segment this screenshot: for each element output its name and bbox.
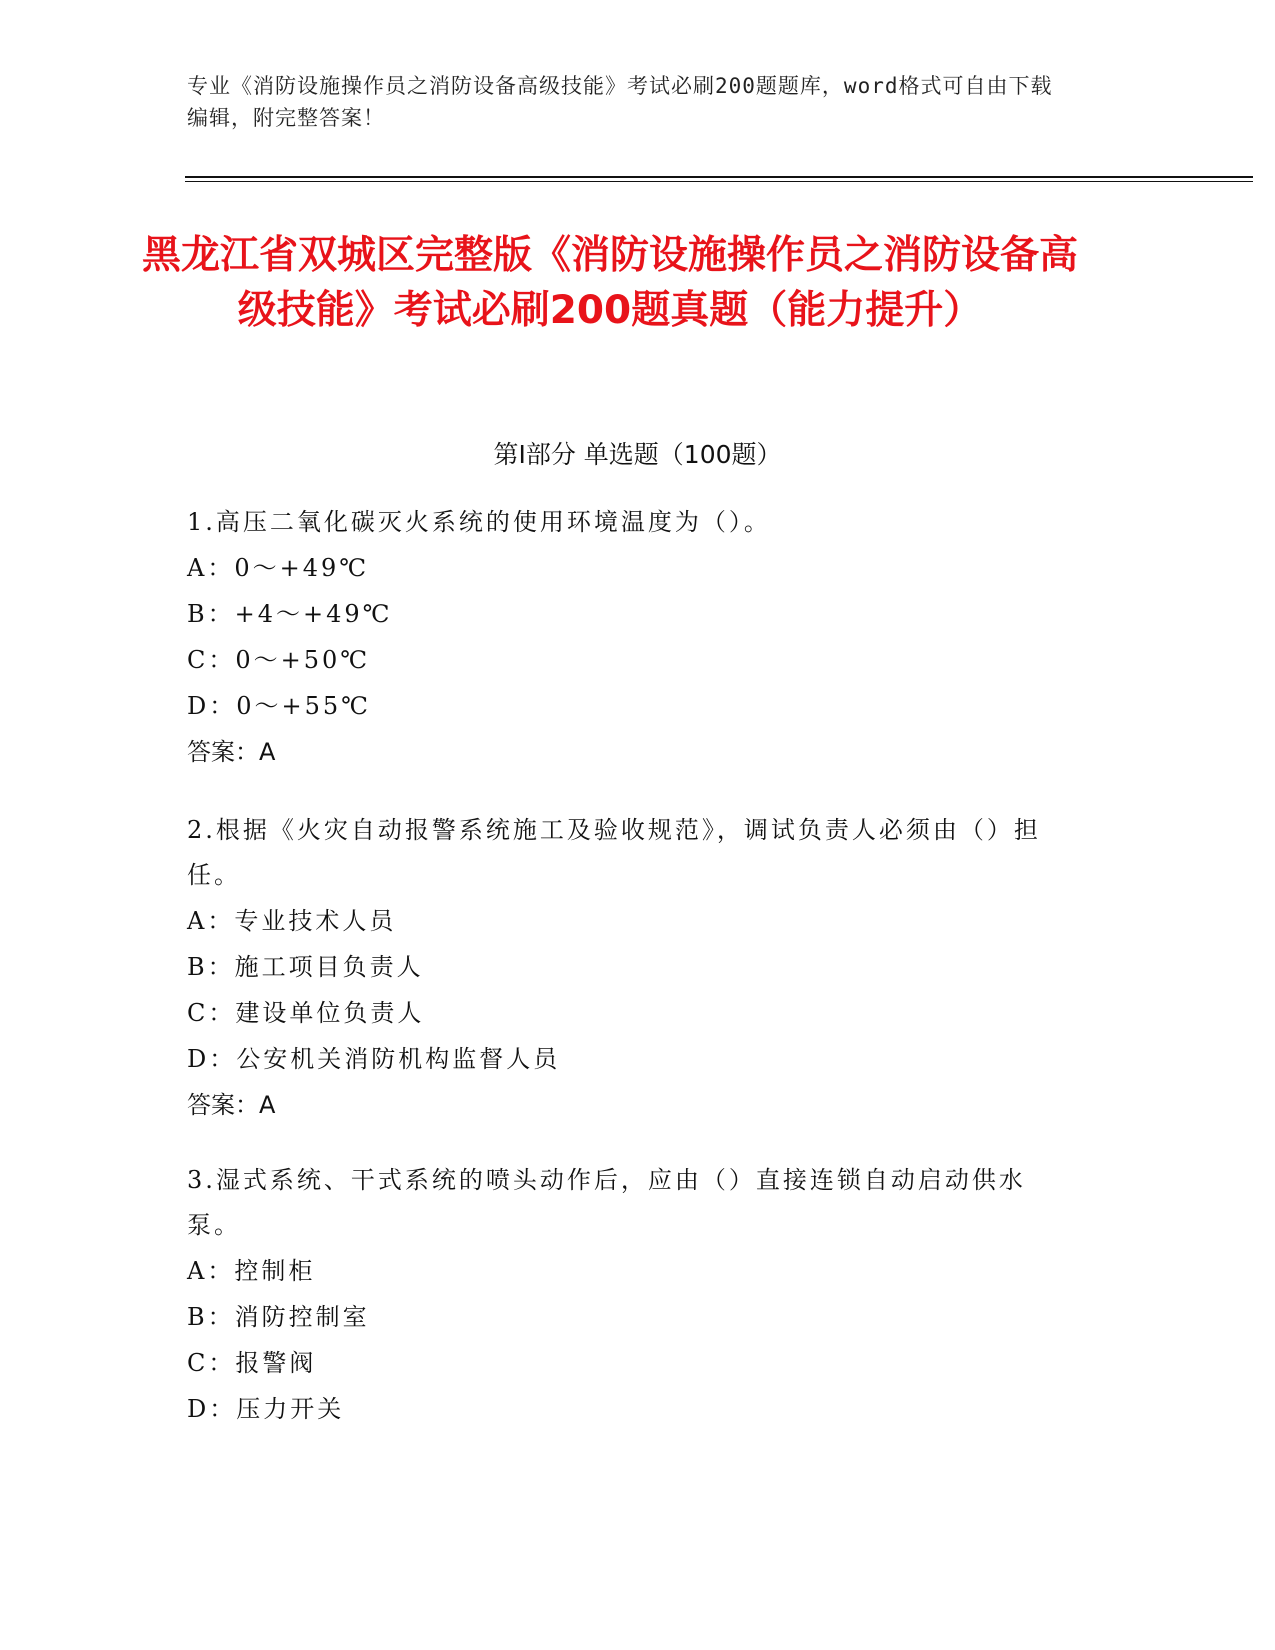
option-c: C：建设单位负责人 <box>187 999 425 1027</box>
question-2 <box>187 808 1057 1128</box>
document-title: 黑龙江省双城区完整版《消防设施操作员之消防设备高级技能》考试必刷200题真题（能力提升） <box>141 233 1078 333</box>
option-b: B：消防控制室 <box>187 1303 370 1331</box>
question-3 <box>187 1158 1057 1432</box>
header-divider-thin <box>185 181 1253 182</box>
option-c: C：报警阀 <box>187 1349 317 1377</box>
option-d: D：0～+55℃ <box>187 692 372 720</box>
option-a: A：专业技术人员 <box>187 907 397 935</box>
option-c: C：0～+50℃ <box>187 646 371 674</box>
option-a: A：控制柜 <box>187 1257 316 1285</box>
option-b: B：+4～+49℃ <box>187 600 393 628</box>
section-title: 第Ⅰ部分 单选题（100题） <box>493 440 782 469</box>
option-b: B：施工项目负责人 <box>187 953 424 981</box>
option-d: D：公安机关消防机构监督人员 <box>187 1045 561 1073</box>
question-text: 2.根据《火灾自动报警系统施工及验收规范》，调试负责人必须由（）担任。 <box>187 816 1041 889</box>
option-a: A：0～+49℃ <box>187 554 370 582</box>
question-1 <box>187 500 1057 775</box>
answer: 答案：A <box>187 738 276 766</box>
header-divider-thick <box>185 176 1253 178</box>
question-text: 1.高压二氧化碳灭火系统的使用环境温度为（）。 <box>187 508 771 536</box>
question-text: 3.湿式系统、干式系统的喷头动作后，应由（）直接连锁自动启动供水泵。 <box>187 1166 1026 1239</box>
option-d: D：压力开关 <box>187 1395 345 1423</box>
header-note: 专业《消防设施操作员之消防设备高级技能》考试必刷200题题库，word格式可自由下载编辑，附完整答案！ <box>187 74 1053 130</box>
answer: 答案：A <box>187 1091 276 1119</box>
